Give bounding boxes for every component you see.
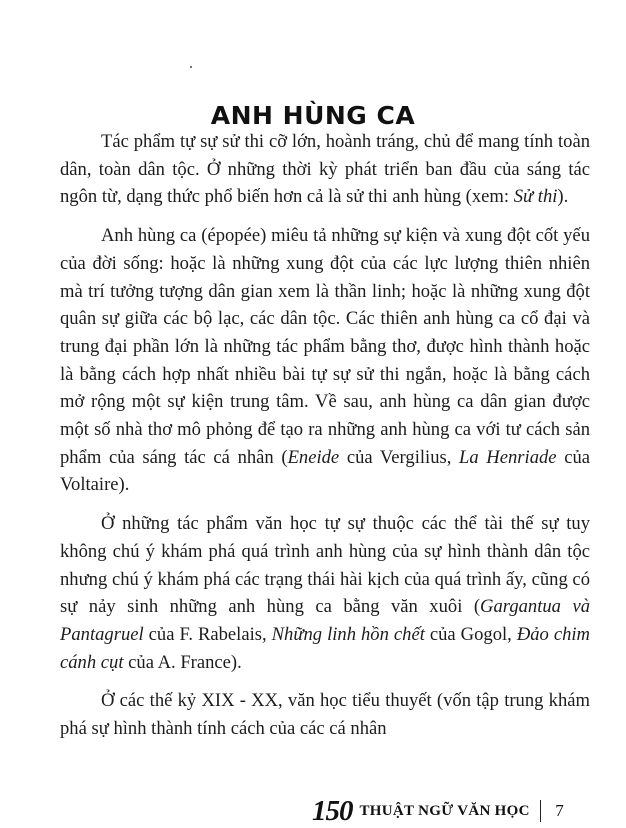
text-run: ). (557, 186, 569, 208)
paragraph (60, 128, 590, 211)
italic-title: Đảo chim cánh cụt (60, 623, 590, 673)
text-run: Ở những tác phẩm văn học tự sự thuộc các thể tài thế sự tuy không chú ý khám phá quá trình anh hùng của sự hình thành dân tộc nhưng chú ý khám phá các trạng thái hài kịch của quá trình ấy, cũng có sự nảy sinh những anh hùng ca bằng văn xuôi ( (60, 513, 590, 618)
italic-title: Gargantua và Pantagruel (60, 596, 591, 645)
book-number: 150 (312, 794, 353, 827)
page-footer (312, 796, 564, 826)
italic-title: Eneide (287, 446, 340, 468)
paragraph (60, 222, 590, 499)
body-text (60, 128, 590, 754)
text-run: của Voltaire). (60, 446, 590, 496)
italic-title: Những linh hồn chết (271, 623, 425, 645)
text-run: của Gogol, (424, 623, 517, 645)
text-run: Anh hùng ca (épopée) miêu tả những sự kiện và xung đột cốt yếu của đời sống: hoặc là những xung đột của các lực lượng thiên nhiên mà trí tưởng tượng dân gian xem là thần linh; hoặc là những xung đột quân sự giữa các bộ lạc, các dân tộc. Các thiên anh hùng ca cổ đại và trung đại phần lớn là những tác phẩm bằng thơ, được hình thành hoặc là bằng cách hợp nhất nhiều bài tự sự sử thi ngắn, hoặc là bằng cách mở rộng một sự kiện trung tâm. Về sau, anh hùng ca dân gian được một số nhà thơ mô phỏng để tạo ra những anh hùng ca với tư cách sản phẩm của sáng tác cá nhân ( (60, 225, 590, 468)
paragraph (60, 687, 590, 742)
text-run: của Vergilius, (339, 446, 460, 468)
paragraph (60, 510, 590, 676)
text-run: của F. Rabelais, (143, 623, 272, 645)
text-run: Ở các thế kỷ XIX - XX, văn học tiểu thuyết (vốn tập trung khám phá sự hình thành tính cách của các cá nhân (60, 690, 590, 740)
footer-divider (540, 800, 542, 822)
text-run: của A. France). (123, 651, 242, 673)
italic-title: Sử thi (513, 186, 558, 208)
page-title: ANH HÙNG CA (210, 100, 416, 130)
series-title: THUẬT NGỮ VĂN HỌC (359, 802, 530, 819)
text-run: Tác phẩm tự sự sử thi cỡ lớn, hoành tráng, chủ để mang tính toàn dân, toàn dân tộc. Ở những thời kỳ phát triển ban đầu của sáng tác ngôn từ, dạng thức phổ biến hơn cả là sử thi anh hùng (xem: (60, 131, 590, 208)
print-speck (190, 66, 192, 68)
page-number: 7 (555, 801, 564, 820)
italic-title: La Henriade (459, 446, 557, 468)
